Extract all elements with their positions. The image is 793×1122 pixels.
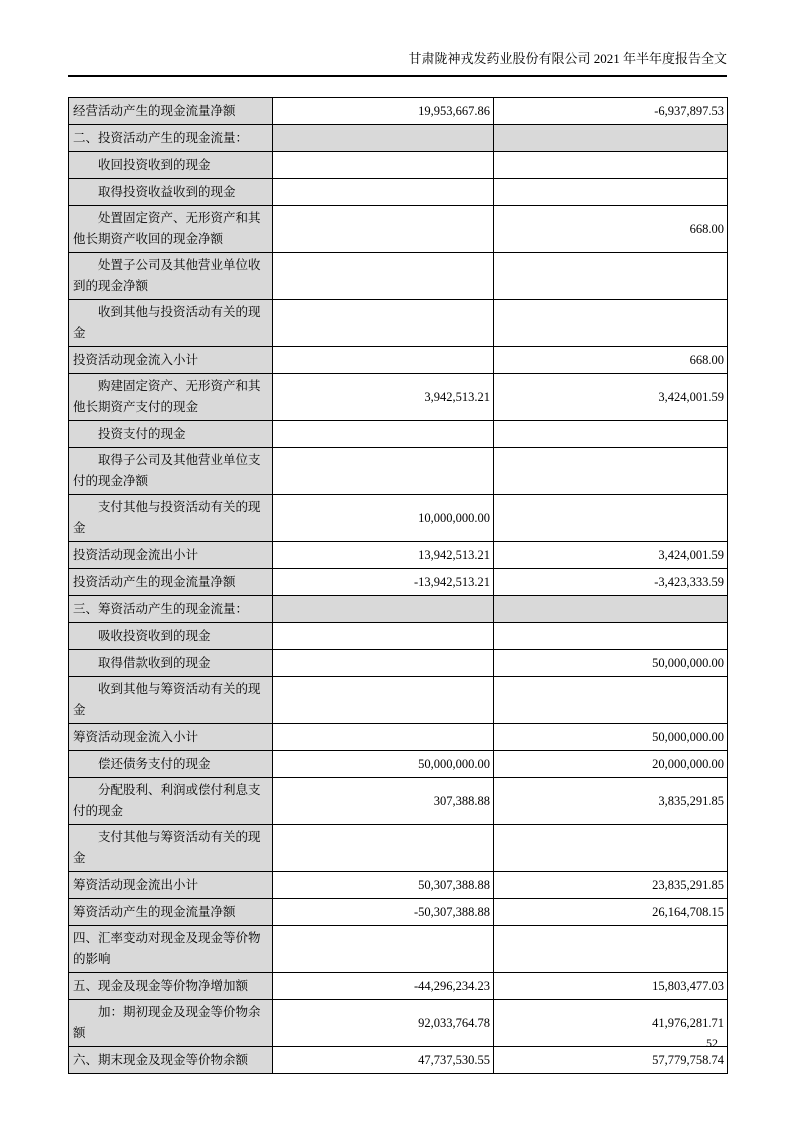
row-label: 处置固定资产、无形资产和其他长期资产收回的现金净额 [69, 206, 273, 253]
amount-prior-period: -6,937,897.53 [494, 98, 728, 125]
amount-current-period [273, 347, 494, 374]
amount-current-period [273, 724, 494, 751]
row-label: 投资活动产生的现金流量净额 [69, 569, 273, 596]
table-row [69, 374, 728, 421]
table-row [69, 253, 728, 300]
amount-prior-period [494, 495, 728, 542]
table-row [69, 623, 728, 650]
table-row [69, 751, 728, 778]
amount-prior-period: 20,000,000.00 [494, 751, 728, 778]
amount-current-period: 50,307,388.88 [273, 872, 494, 899]
section-row [69, 596, 728, 623]
table-row [69, 495, 728, 542]
amount-current-period: -44,296,234.23 [273, 973, 494, 1000]
row-label: 六、期末现金及现金等价物余额 [69, 1047, 273, 1074]
header-rule [68, 75, 727, 77]
amount-prior-period: 3,835,291.85 [494, 778, 728, 825]
row-label: 收到其他与筹资活动有关的现金 [69, 677, 273, 724]
table-row [69, 872, 728, 899]
amount-prior-period: 668.00 [494, 206, 728, 253]
amount-current-period [273, 300, 494, 347]
amount-current-period [273, 448, 494, 495]
row-label: 筹资活动现金流入小计 [69, 724, 273, 751]
amount-current-period [273, 623, 494, 650]
row-label: 投资活动现金流出小计 [69, 542, 273, 569]
table-row [69, 724, 728, 751]
table-row [69, 448, 728, 495]
amount-current-period: -13,942,513.21 [273, 569, 494, 596]
amount-current-period [273, 825, 494, 872]
amount-current-period: 19,953,667.86 [273, 98, 494, 125]
amount-prior-period [494, 825, 728, 872]
amount-prior-period: 50,000,000.00 [494, 650, 728, 677]
amount-current-period: 50,000,000.00 [273, 751, 494, 778]
row-label: 支付其他与投资活动有关的现金 [69, 495, 273, 542]
row-label: 五、现金及现金等价物净增加额 [69, 973, 273, 1000]
amount-prior-period: 41,976,281.71 [494, 1000, 728, 1047]
amount-current-period: 92,033,764.78 [273, 1000, 494, 1047]
row-label: 筹资活动现金流出小计 [69, 872, 273, 899]
row-label: 支付其他与筹资活动有关的现金 [69, 825, 273, 872]
table-row [69, 650, 728, 677]
amount-prior-period: 23,835,291.85 [494, 872, 728, 899]
table-row [69, 179, 728, 206]
section-row [69, 125, 728, 152]
table-row [69, 347, 728, 374]
table-row [69, 152, 728, 179]
amount-prior-period: 15,803,477.03 [494, 973, 728, 1000]
cash-flow-table [68, 97, 728, 1074]
table-row [69, 569, 728, 596]
table-row [69, 542, 728, 569]
row-label: 分配股利、利润或偿付利息支付的现金 [69, 778, 273, 825]
amount-prior-period: 3,424,001.59 [494, 542, 728, 569]
amount-prior-period: 668.00 [494, 347, 728, 374]
table-row [69, 677, 728, 724]
amount-prior-period: 50,000,000.00 [494, 724, 728, 751]
row-label: 投资支付的现金 [69, 421, 273, 448]
amount-prior-period [494, 926, 728, 973]
amount-prior-period [494, 448, 728, 495]
amount-current-period [273, 125, 494, 152]
table-row [69, 899, 728, 926]
page-header: 甘肃陇神戎发药业股份有限公司 2021 年半年度报告全文 [408, 51, 727, 66]
row-label: 二、投资活动产生的现金流量： [69, 125, 273, 152]
amount-prior-period [494, 623, 728, 650]
amount-current-period: 10,000,000.00 [273, 495, 494, 542]
row-label: 取得借款收到的现金 [69, 650, 273, 677]
amount-current-period [273, 596, 494, 623]
amount-prior-period [494, 179, 728, 206]
row-label: 取得子公司及其他营业单位支付的现金净额 [69, 448, 273, 495]
row-label: 四、汇率变动对现金及现金等价物的影响 [69, 926, 273, 973]
table-row [69, 973, 728, 1000]
amount-current-period: 307,388.88 [273, 778, 494, 825]
amount-current-period [273, 179, 494, 206]
amount-prior-period: -3,423,333.59 [494, 569, 728, 596]
table-row [69, 206, 728, 253]
amount-prior-period [494, 677, 728, 724]
amount-prior-period [494, 152, 728, 179]
amount-current-period [273, 253, 494, 300]
amount-current-period: 13,942,513.21 [273, 542, 494, 569]
amount-current-period [273, 152, 494, 179]
row-label: 吸收投资收到的现金 [69, 623, 273, 650]
row-label: 处置子公司及其他营业单位收到的现金净额 [69, 253, 273, 300]
row-label: 筹资活动产生的现金流量净额 [69, 899, 273, 926]
amount-prior-period [494, 596, 728, 623]
table-row [69, 300, 728, 347]
row-label: 投资活动现金流入小计 [69, 347, 273, 374]
row-label: 经营活动产生的现金流量净额 [69, 98, 273, 125]
table-row [69, 778, 728, 825]
row-label: 购建固定资产、无形资产和其他长期资产支付的现金 [69, 374, 273, 421]
row-label: 收回投资收到的现金 [69, 152, 273, 179]
page-number: 52 [706, 1036, 718, 1050]
amount-prior-period [494, 125, 728, 152]
table-row [69, 825, 728, 872]
amount-prior-period [494, 421, 728, 448]
table-row [69, 421, 728, 448]
row-label: 三、筹资活动产生的现金流量： [69, 596, 273, 623]
amount-current-period [273, 650, 494, 677]
row-label: 偿还债务支付的现金 [69, 751, 273, 778]
amount-prior-period: 57,779,758.74 [494, 1047, 728, 1074]
row-label: 加：期初现金及现金等价物余额 [69, 1000, 273, 1047]
table-row [69, 98, 728, 125]
amount-current-period [273, 926, 494, 973]
amount-prior-period: 26,164,708.15 [494, 899, 728, 926]
amount-prior-period: 3,424,001.59 [494, 374, 728, 421]
amount-current-period: 47,737,530.55 [273, 1047, 494, 1074]
amount-current-period: -50,307,388.88 [273, 899, 494, 926]
amount-prior-period [494, 253, 728, 300]
row-label: 取得投资收益收到的现金 [69, 179, 273, 206]
amount-current-period: 3,942,513.21 [273, 374, 494, 421]
amount-current-period [273, 206, 494, 253]
cash-flow-table-body [69, 98, 728, 1074]
amount-prior-period [494, 300, 728, 347]
amount-current-period [273, 421, 494, 448]
amount-current-period [273, 677, 494, 724]
table-row [69, 926, 728, 973]
row-label: 收到其他与投资活动有关的现金 [69, 300, 273, 347]
